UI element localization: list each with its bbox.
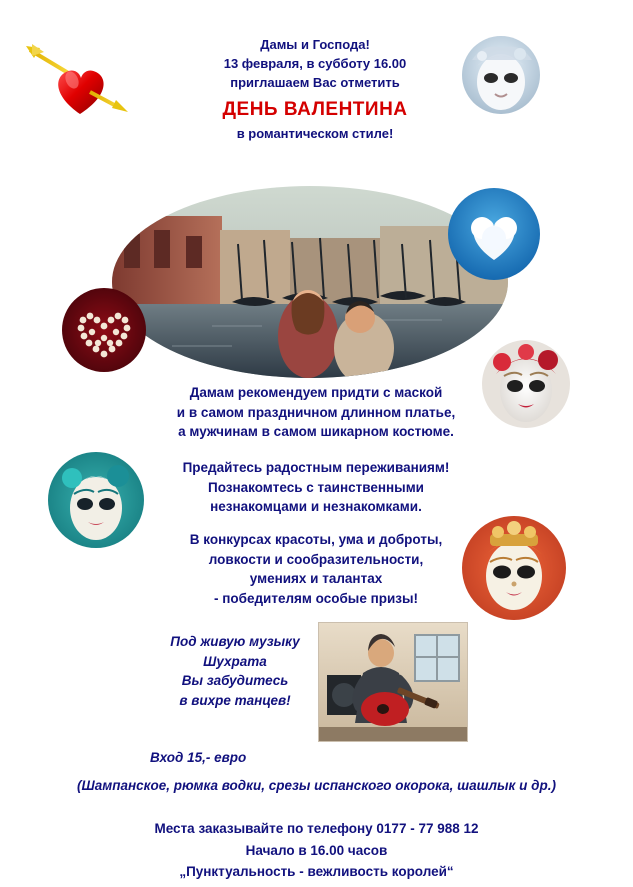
recommendation-line-1: Дамам рекомендуем придти с маской: [189, 385, 443, 400]
music-line-2: Шухрата: [203, 653, 267, 669]
venetian-orange-mask-image: [462, 516, 566, 620]
recommendation-line-2: и в самом праздничном длинном платье,: [176, 404, 456, 420]
header-line-2: 13 февраля, в субботу 16.00: [223, 55, 407, 71]
joy-line-1: Предайтесь радостным переживаниям!: [182, 460, 450, 475]
heart-pierced-by-arrow-icon: [24, 42, 132, 120]
guitarist-shukhrat-photo: [318, 622, 468, 742]
page-title: ДЕНЬ ВАЛЕНТИНА: [222, 98, 408, 120]
joy-text: [128, 458, 504, 517]
footer-motto-line: „Пунктуальность - вежливость королей“: [179, 864, 454, 880]
pearl-heart-on-red-image: [62, 288, 146, 372]
joy-line-3: незнакомцами и незнакомками.: [210, 499, 422, 515]
footer-start-time-line: Начало в 16.00 часов: [245, 842, 388, 858]
footer-phone-line: Места заказывайте по телефону 0177 - 77 988 12: [154, 821, 479, 836]
live-music-text: [140, 632, 330, 710]
header-line-3: приглашаем Вас отметить: [230, 74, 400, 90]
recommendation-line-3: а мужчинам в самом шикарном костюме.: [178, 424, 454, 440]
header-text: [150, 36, 480, 144]
joy-line-2: Познакомтесь с таинственными: [208, 479, 424, 495]
music-line-1: Под живую музыку: [170, 634, 300, 649]
entry-price-text: Вход 15,- евро: [150, 750, 247, 765]
music-line-3: Вы забудитесь: [181, 673, 289, 689]
entry-price-note: (Шампанское, рюмка водки, срезы испанского окорока, шашлык и др.): [77, 778, 556, 793]
contests-line-3: умениях и талантах: [249, 571, 383, 587]
footer-text: [10, 818, 623, 883]
contests-line-1: В конкурсах красоты, ума и доброты,: [189, 532, 443, 547]
contests-line-2: ловкости и сообразительности,: [208, 551, 424, 567]
cloud-heart-in-blue-sky-image: [448, 188, 540, 280]
venetian-white-mask-image: [462, 36, 540, 114]
header-line-5: в романтическом стиле!: [236, 126, 394, 142]
venetian-red-mask-image: [482, 340, 570, 428]
header-line-1: Дамы и Господа!: [260, 37, 370, 52]
venice-gondolas-romantic-couple-image: [112, 186, 508, 378]
recommendation-text: [130, 383, 502, 442]
contests-line-4: - победителям особые призы!: [213, 590, 419, 606]
contests-text: [128, 530, 504, 608]
music-line-4: в вихре танцев!: [179, 692, 291, 708]
